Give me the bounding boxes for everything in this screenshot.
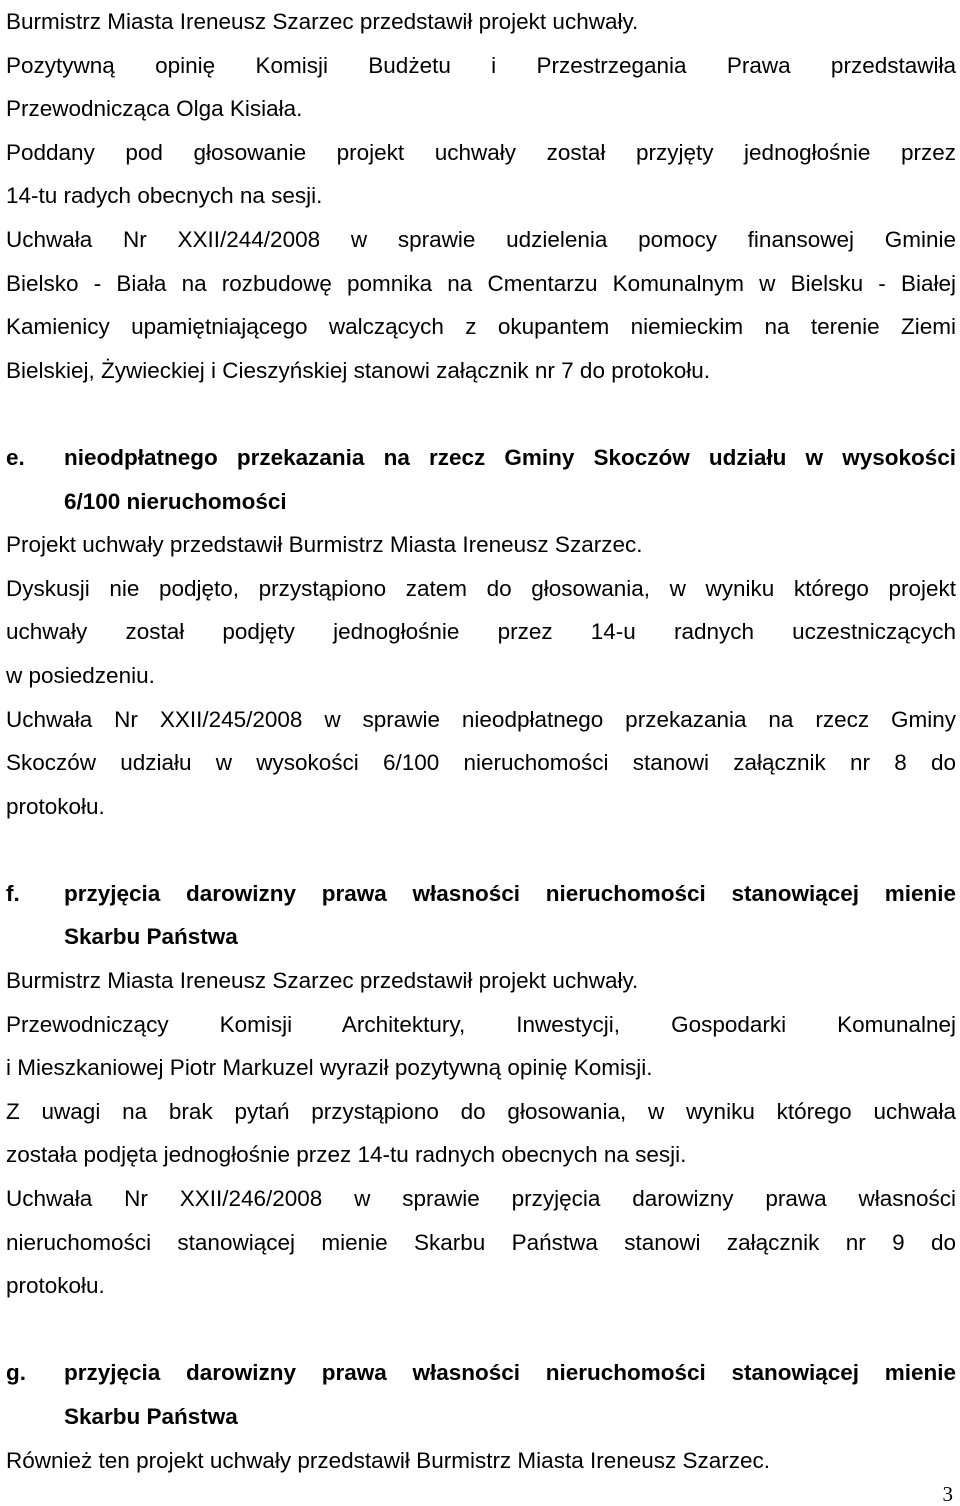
text-line: Przewodniczący Komisji Architektury, Inwestycji, Gospodarki Komunalnej xyxy=(6,1011,956,1037)
text-line: 14-tu radych obecnych na sesji. xyxy=(6,183,323,209)
text-line: Uchwała Nr XXII/245/2008 w sprawie nieodpłatnego przekazania na rzecz Gminy xyxy=(6,706,956,732)
text-line: uchwały został podjęty jednogłośnie przez 14-u radnych uczestniczących xyxy=(6,619,956,645)
text-line: Kamienicy upamiętniającego walczących z okupantem niemieckim na terenie Ziemi xyxy=(6,314,956,340)
text-line: Również ten projekt uchwały przedstawił Burmistrz Miasta Ireneusz Szarzec. xyxy=(6,1447,771,1473)
text-line: w posiedzeniu. xyxy=(6,662,155,688)
text-line: Projekt uchwały przedstawił Burmistrz Miasta Ireneusz Szarzec. xyxy=(6,532,643,558)
section-letter: f. xyxy=(6,880,20,906)
document-page xyxy=(6,0,956,1482)
section-title: przyjęcia darowizny prawa własności nieruchomości stanowiącej mienie xyxy=(64,1360,956,1386)
paragraph-spacer xyxy=(6,828,956,872)
section-heading-f xyxy=(6,872,956,916)
text-line: została podjęta jednogłośnie przez 14-tu radnych obecnych na sesji. xyxy=(6,1142,687,1168)
text-line: i Mieszkaniowej Piotr Markuzel wyraził pozytywną opinię Komisji. xyxy=(6,1055,653,1081)
text-line: Burmistrz Miasta Ireneusz Szarzec przedstawił projekt uchwały. xyxy=(6,968,639,994)
paragraph-spacer xyxy=(6,1308,956,1352)
text-line: Przewodnicząca Olga Kisiała. xyxy=(6,96,303,122)
section-title-continued: 6/100 nieruchomości xyxy=(64,488,287,514)
text-line: Skoczów udziału w wysokości 6/100 nieruchomości stanowi załącznik nr 8 do xyxy=(6,750,956,776)
text-line: Bielsko - Biała na rozbudowę pomnika na Cmentarzu Komunalnym w Bielsku - Białej xyxy=(6,270,956,296)
text-line: nieruchomości stanowiącej mienie Skarbu Państwa stanowi załącznik nr 9 do xyxy=(6,1229,956,1255)
text-line: protokołu. xyxy=(6,793,105,819)
text-line: Poddany pod głosowanie projekt uchwały został przyjęty jednogłośnie przez xyxy=(6,139,956,165)
text-line: Pozytywną opinię Komisji Budżetu i Przestrzegania Prawa przedstawiła xyxy=(6,52,956,78)
section-letter: e. xyxy=(6,444,25,470)
section-title-continued: Skarbu Państwa xyxy=(64,1404,238,1429)
section-title-continued: Skarbu Państwa xyxy=(64,924,238,950)
text-line: Burmistrz Miasta Ireneusz Szarzec przedstawił projekt uchwały. xyxy=(6,9,639,34)
text-line: Uchwała Nr XXII/244/2008 w sprawie udzielenia pomocy finansowej Gminie xyxy=(6,226,956,252)
text-line: Dyskusji nie podjęto, przystąpiono zatem do głosowania, w wyniku którego projekt xyxy=(6,575,956,601)
section-title: nieodpłatnego przekazania na rzecz Gminy Skoczów udziału w wysokości xyxy=(64,444,956,470)
text-line: protokołu. xyxy=(6,1273,105,1299)
text-line: Bielskiej, Żywieckiej i Cieszyńskiej stanowi załącznik nr 7 do protokołu. xyxy=(6,357,711,383)
text-line: Z uwagi na brak pytań przystąpiono do głosowania, w wyniku którego uchwała xyxy=(6,1098,956,1124)
text-line: Uchwała Nr XXII/246/2008 w sprawie przyjęcia darowizny prawa własności xyxy=(6,1186,956,1212)
section-heading-e xyxy=(6,436,956,480)
section-letter: g. xyxy=(6,1360,26,1386)
section-heading-g xyxy=(6,1351,956,1395)
section-title: przyjęcia darowizny prawa własności nieruchomości stanowiącej mienie xyxy=(64,880,956,906)
paragraph-spacer xyxy=(6,392,956,436)
page-number: 3 xyxy=(942,1482,953,1506)
